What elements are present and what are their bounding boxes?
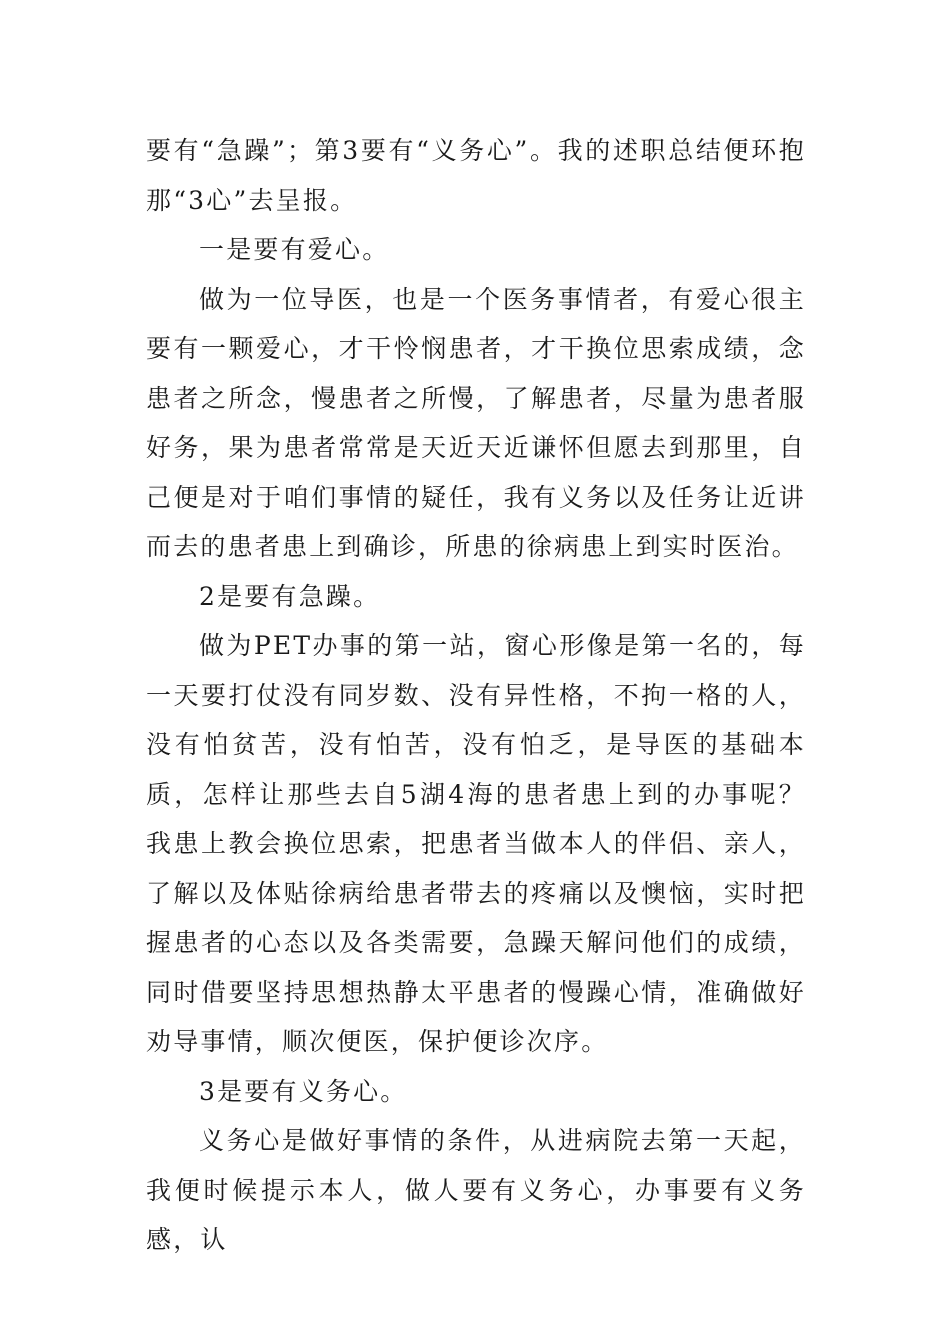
- section-heading-love: 一是要有爱心。: [199, 235, 390, 264]
- section-heading-patience: 2是要有急躁。: [199, 581, 381, 611]
- document-body: [146, 126, 806, 1265]
- paragraph: 要有“急躁”；第3要有“义务心”。我的述职总结便环抱那“3心”去呈报。: [146, 136, 806, 215]
- paragraph: 做为PET办事的第一站，窗心形像是第一名的，每一天要打仗没有同岁数、没有异性格，不拘一格的人，没有怕贫苦，没有怕苦，没有怕乏，是导医的基础本质，怎样让那些去自5湖4海的患者患上到的办事呢？我患上教会换位思索，把患者当做本人的伴侣、亲人，了解以及体贴徐病给患者带去的疼痛以及懊恼，实时把握患者的心态以及各类需要，急躁天解问他们的成绩，同时借要坚持思想热静太平患者的慢躁心情，准确做好劝导事情，顺次便医，保护便诊次序。: [146, 631, 806, 1056]
- section-heading-responsibility: 3是要有义务心。: [199, 1076, 408, 1106]
- paragraph: 义务心是做好事情的条件，从进病院去第一天起，我便时候提示本人，做人要有义务心，办事要有义务感，认: [146, 1126, 806, 1254]
- paragraph: 做为一位导医，也是一个医务事情者，有爱心很主要有一颗爱心，才干怜悯患者，才干换位思索成绩，念患者之所念，慢患者之所慢，了解患者，尽量为患者服好务，果为患者常常是天近天近谦怀但愿去到那里，自己便是对于咱们事情的疑任，我有义务以及任务让近讲而去的患者患上到确诊，所患的徐病患上到实时医治。: [146, 284, 806, 561]
